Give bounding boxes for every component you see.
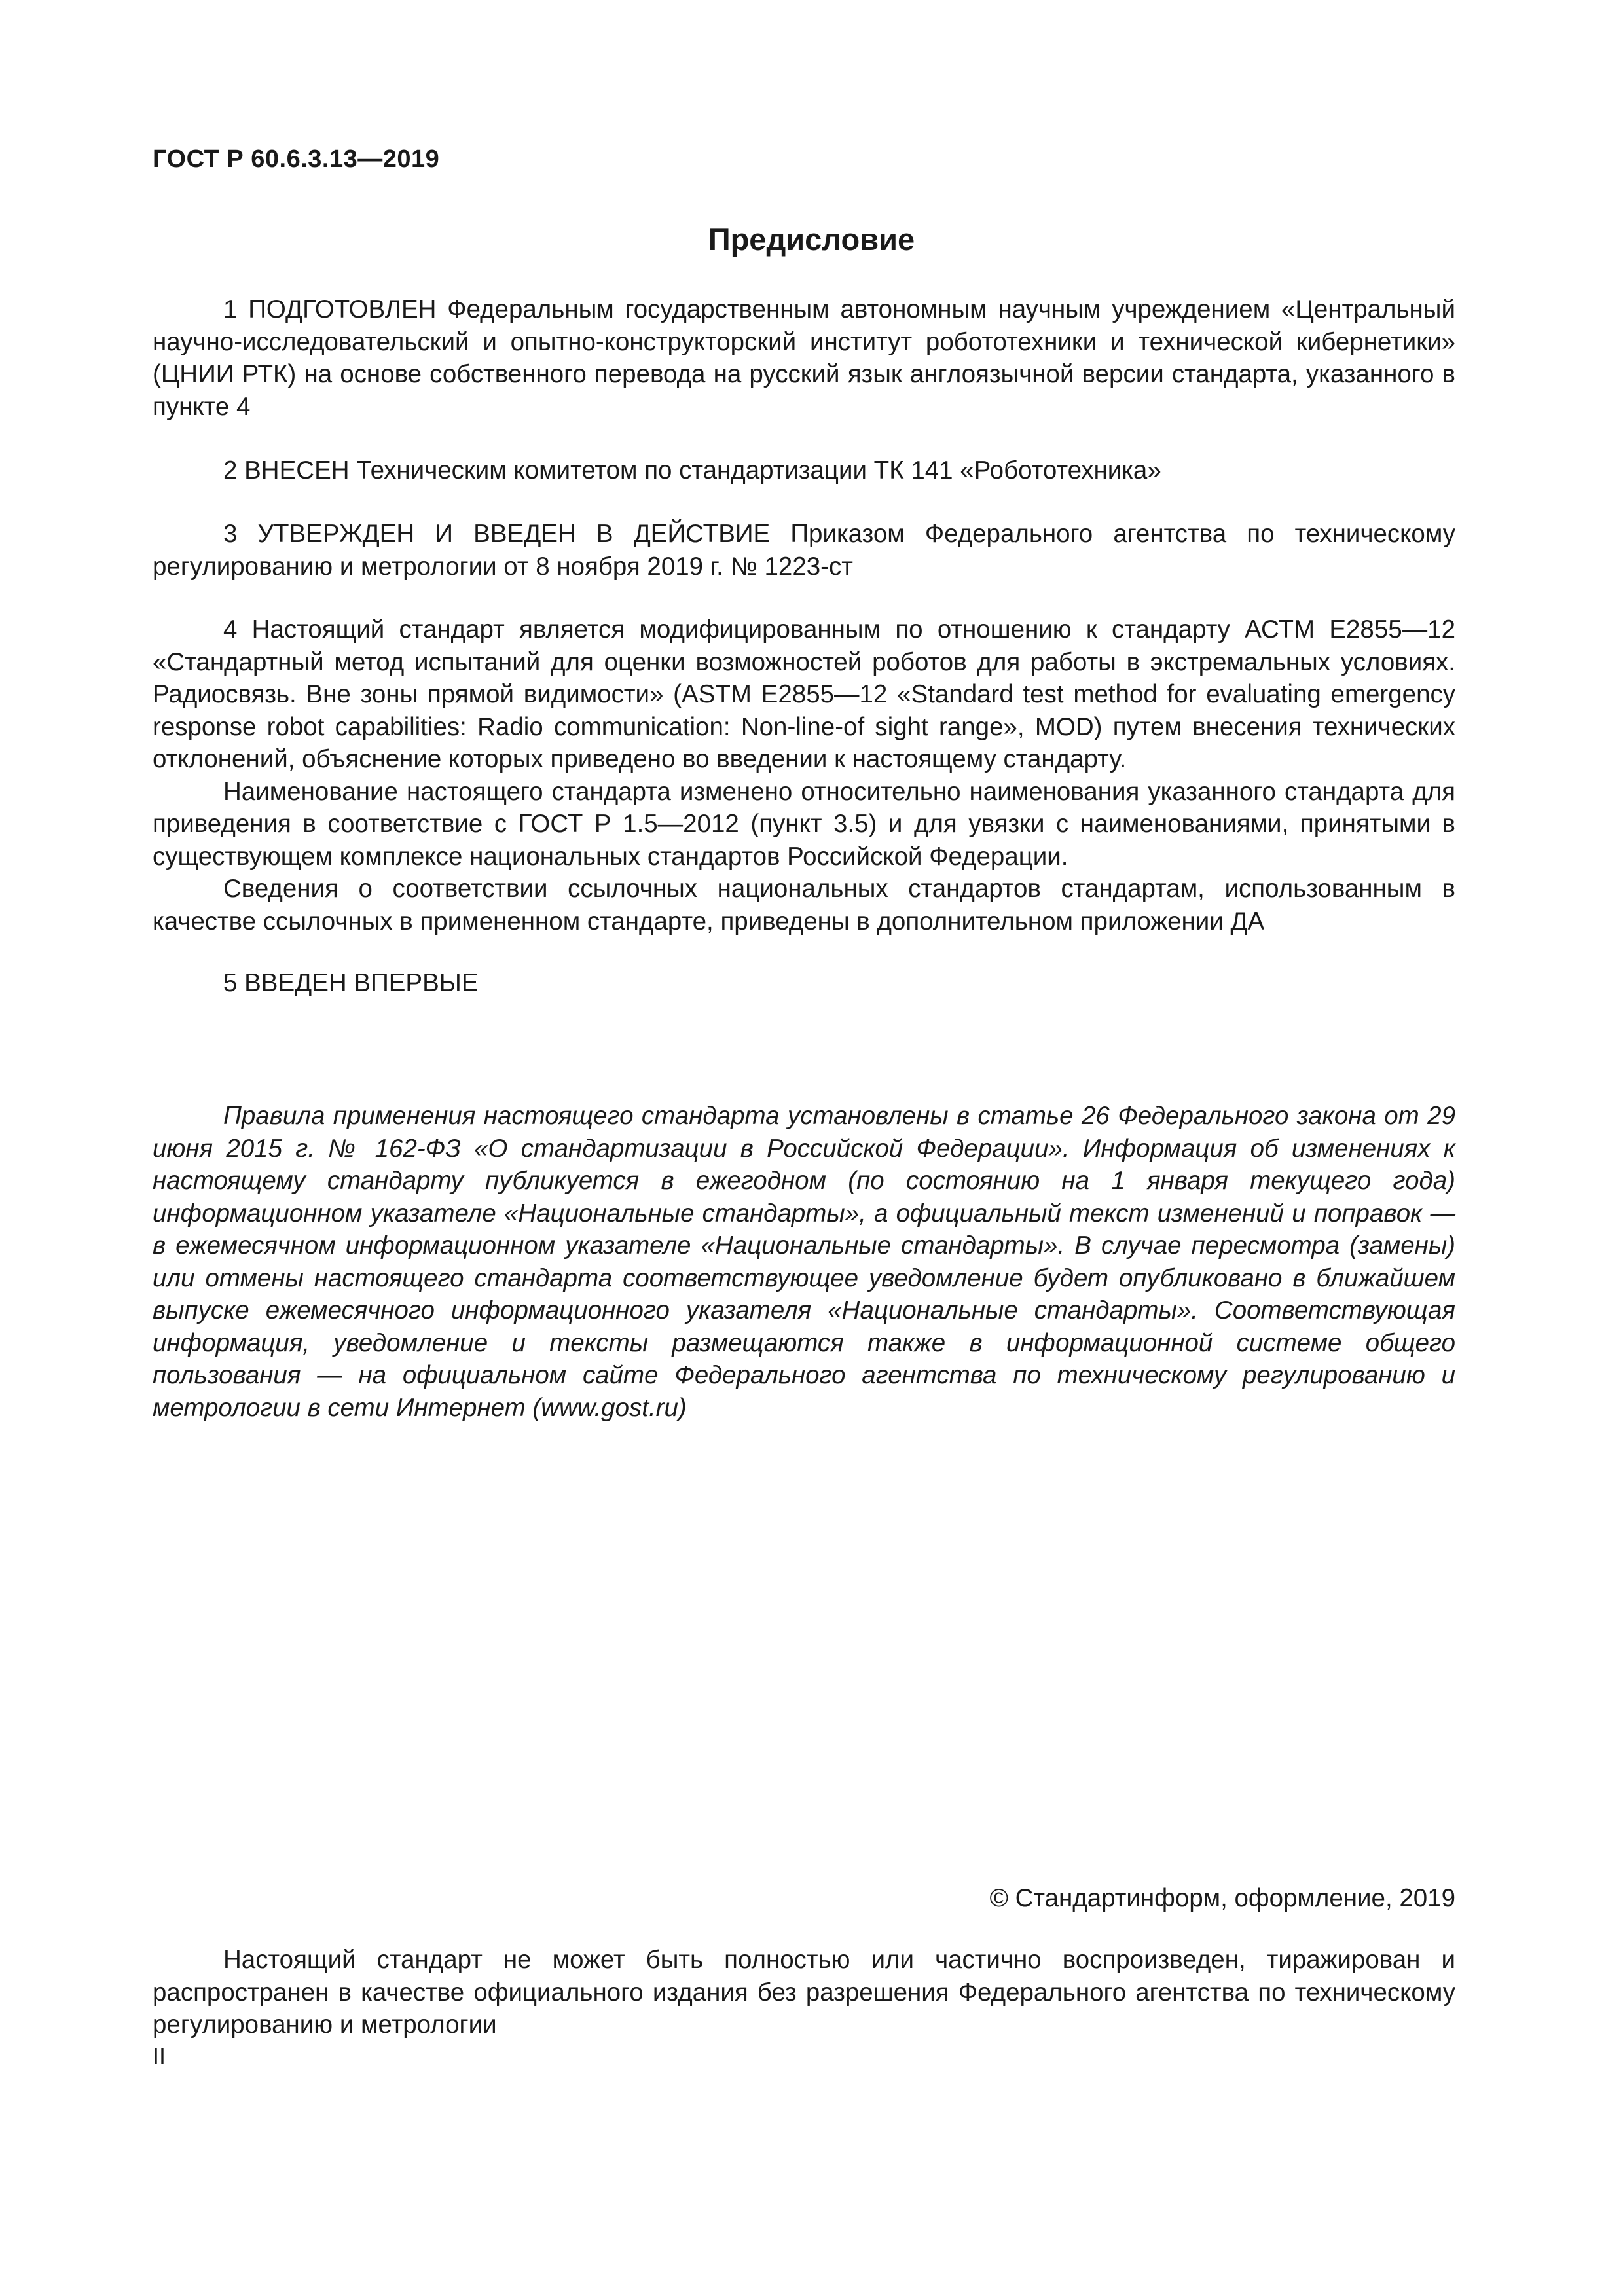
foreword-item-1: [153, 293, 1455, 423]
foreword-item-5: [153, 967, 1455, 1000]
foreword-item-4-paragraph-1: 4 Настоящий стандарт является модифицированным по отношению к стандарту АСТМ Е2855—12 «Стандартный метод испытаний для оценки возможностей роботов для работы в экстремальных условиях. Радиосвязь. Вне зоны прямой видимости» (ASTM E2855—12 «Standard test method for evaluating emergency response robot capabilities: Radio communication: Non-line-of sight range», MOD) путем внесения технических отклонений, объяснение которых приведено во введении к настоящему стандарту.: [153, 615, 1455, 773]
foreword-item-5-text: 5 ВВЕДЕН ВПЕРВЫЕ: [223, 969, 479, 997]
application-rules-text: Правила применения настоящего стандарта установлены в статье 26 Федерального закона от 29 июня 2015 г. № 162-ФЗ «О стандартизации в Российской Федерации». Информация об изменениях к настоящему стандарту публикуется в ежегодном (по состоянию на 1 января текущего года) информационном указателе «Национальные стандарты», а официальный текст изменений и поправок — в ежемесячном информационном указателе «Национальные стандарты». В случае пересмотра (замены) или отмены настоящего стандарта соответствующее уведомление будет опубликовано в ближайшем выпуске ежемесячного информационного указателя «Национальные стандарты». Соответствующая информация, уведомление и тексты размещаются также в информационной системе общего пользования — на официальном сайте Федерального агентства по техническому регулированию и метрологии в сети Интернет (www.gost.ru): [153, 1102, 1455, 1422]
page-title: Предисловие: [708, 222, 915, 257]
copyright-notice: © Стандартинформ, оформление, 2019: [989, 1884, 1455, 1912]
foreword-item-1-text: 1 ПОДГОТОВЛЕН Федеральным государственным автономным научным учреждением «Центральный научно-исследовательский и опытно-конструкторский институт робототехники и технической кибернетики» (ЦНИИ РТК) на основе собственного перевода на русский язык англоязычной версии стандарта, указанного в пункте 4: [153, 295, 1455, 421]
page-number: II: [153, 2043, 166, 2069]
document-code: ГОСТ Р 60.6.3.13—2019: [153, 145, 440, 173]
foreword-item-4-paragraph-3: Сведения о соответствии ссылочных национальных стандартов стандартам, использованным в качестве ссылочных в примененном стандарте, приведены в дополнительном приложении ДА: [153, 875, 1455, 936]
foreword-item-4: [153, 613, 1455, 938]
foreword-item-2-text: 2 ВНЕСЕН Техническим комитетом по стандартизации ТК 141 «Робототехника»: [223, 456, 1161, 484]
foreword-item-2: [153, 454, 1455, 487]
application-rules-block: [153, 1100, 1455, 1424]
reproduction-notice-text: Настоящий стандарт не может быть полностью или частично воспроизведен, тиражирован и распространен в качестве официального издания без разрешения Федерального агентства по техническому регулированию и метрологии: [153, 1946, 1455, 2039]
foreword-item-3-text: 3 УТВЕРЖДЕН И ВВЕДЕН В ДЕЙСТВИЕ Приказом Федерального агентства по техническому регулированию и метрологии от 8 ноября 2019 г. № 1223-ст: [153, 520, 1455, 581]
foreword-item-3: [153, 518, 1455, 583]
reproduction-notice-block: [153, 1944, 1455, 2041]
foreword-item-4-paragraph-2: Наименование настоящего стандарта изменено относительно наименования указанного стандарта для приведения в соответствие с ГОСТ Р 1.5—2012 (пункт 3.5) и для увязки с наименованиями, принятыми в существующем комплексе национальных стандартов Российской Федерации.: [153, 777, 1455, 871]
